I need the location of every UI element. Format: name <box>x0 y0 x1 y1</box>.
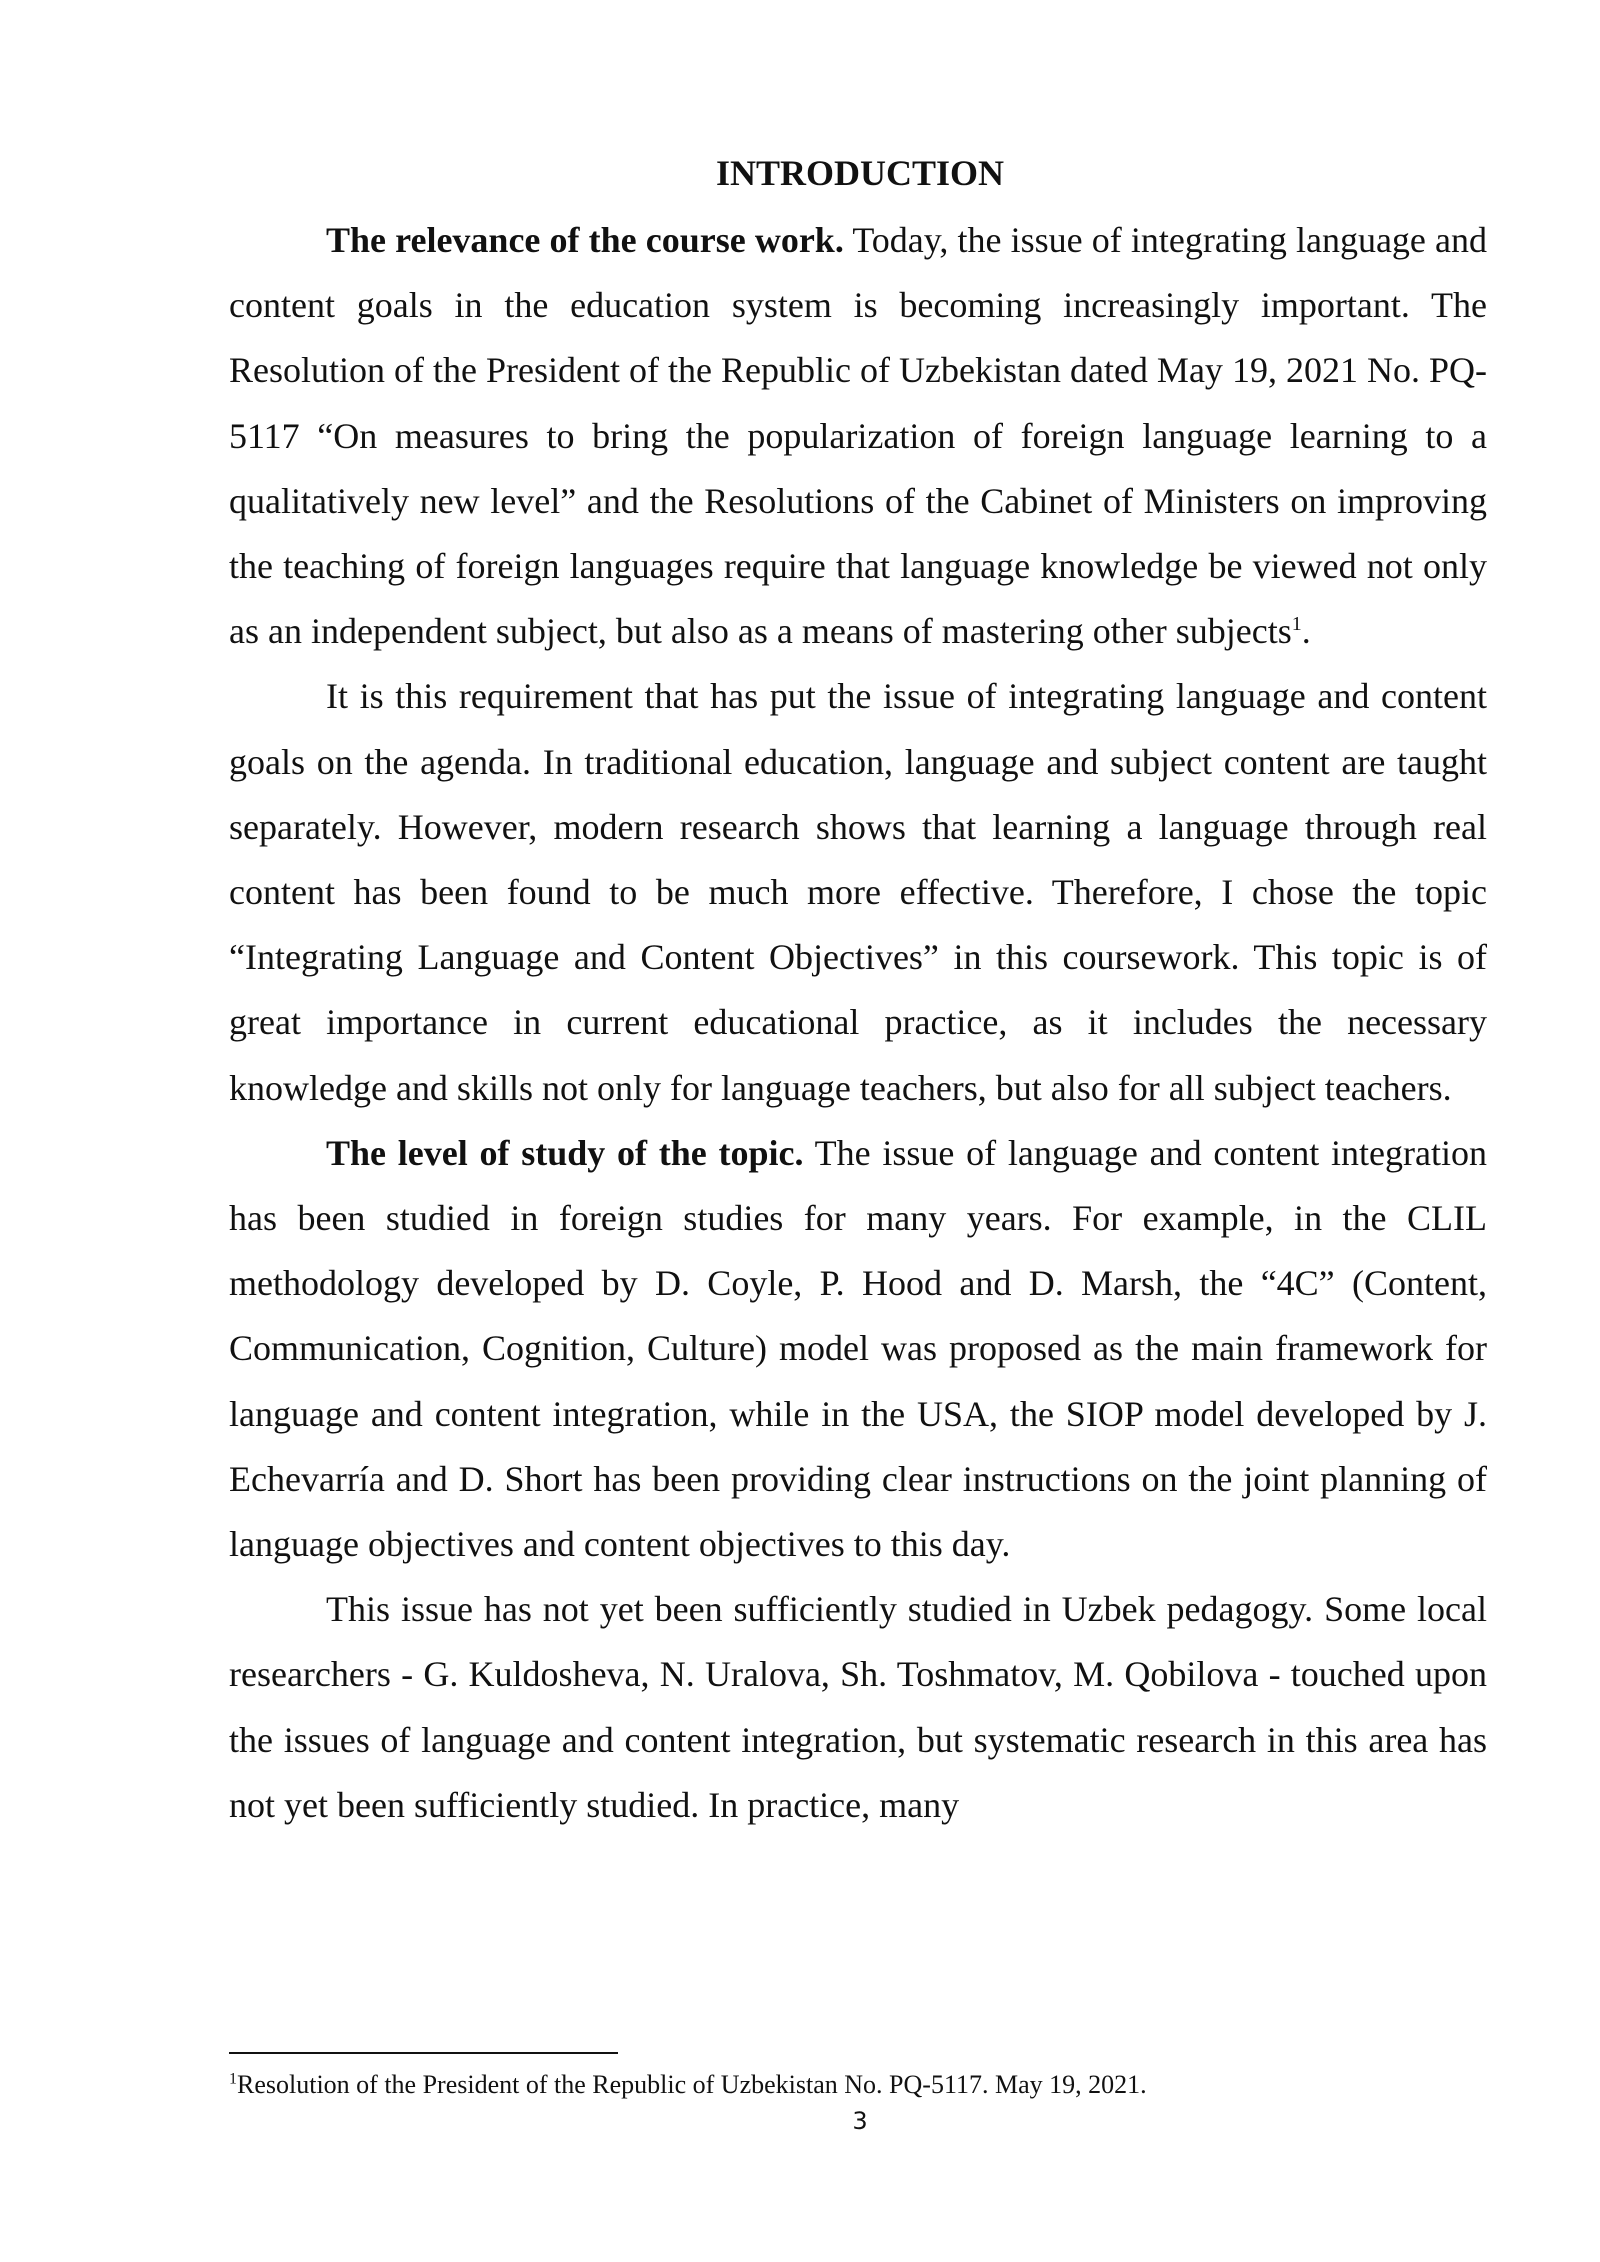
footnote-separator <box>229 2052 618 2054</box>
section-heading: INTRODUCTION <box>715 153 1005 193</box>
paragraph-lead-relevance: The relevance of the course work. <box>326 220 844 260</box>
paragraph-end-relevance: . <box>1301 611 1311 652</box>
footnote-reference: 1 <box>1291 613 1302 636</box>
paragraph-lead-level-of-study: The level of study of the topic. <box>326 1132 804 1173</box>
paragraph-level-of-study <box>229 1121 1487 1577</box>
paragraph-text-uzbek-pedagogy: This issue has not yet been sufficiently studied in Uzbek pedagogy. Some local researchers - G. Kuldosheva, N. Uralova, Sh. Toshmatov, M. Qobilova - touched upon the issues of language and content integration, but systematic research in this area has not yet been sufficiently studied. In practice, many <box>229 1589 1487 1825</box>
paragraph-relevance <box>229 208 1487 664</box>
footnote-text: Resolution of the President of the Republic of Uzbekistan No. PQ-5117. May 19, 2021. <box>237 2070 1147 2099</box>
paragraph-text-requirement: It is this requirement that has put the issue of integrating language and content goals on the agenda. In traditional education, language and subject content are taught separately. However, modern research shows that learning a language through real content has been found to be much more effective. Therefore, I chose the topic “Integrating Language and Content Objectives” in this coursework. This topic is of great importance in current educational practice, as it includes the necessary knowledge and skills not only for language teachers, but also for all subject teachers. <box>229 676 1487 1108</box>
paragraph-requirement <box>229 664 1487 1120</box>
paragraph-uzbek-pedagogy <box>229 1577 1487 1838</box>
paragraph-text-level-of-study: The issue of language and content integration has been studied in foreign studies for many years. For example, in the CLIL methodology developed by D. Coyle, P. Hood and D. Marsh, the “4C” (Content, Communication, Cognition, Culture) model was proposed as the main framework for language and content integration, while in the USA, the SIOP model developed by J. Echevarría and D. Short has been providing clear instructions on the joint planning of language objectives and content objectives to this day. <box>229 1132 1488 1565</box>
paragraph-text-relevance: Today, the issue of integrating language and content goals in the education system is becoming increasingly important. The Resolution of the President of the Republic of Uzbekistan dated May 19, 2021 No. PQ-5117 “On measures to bring the popularization of foreign language learning to a qualitatively new level” and the Resolutions of the Cabinet of Ministers on improving the teaching of foreign languages require that language knowledge be viewed not only as an independent subject, but also as a means of mastering other subjects <box>229 220 1488 652</box>
page-number: 3 <box>852 2107 868 2135</box>
footnote <box>229 2068 1487 2102</box>
body-text <box>229 208 1487 1838</box>
footnote-marker: 1 <box>229 2070 237 2088</box>
